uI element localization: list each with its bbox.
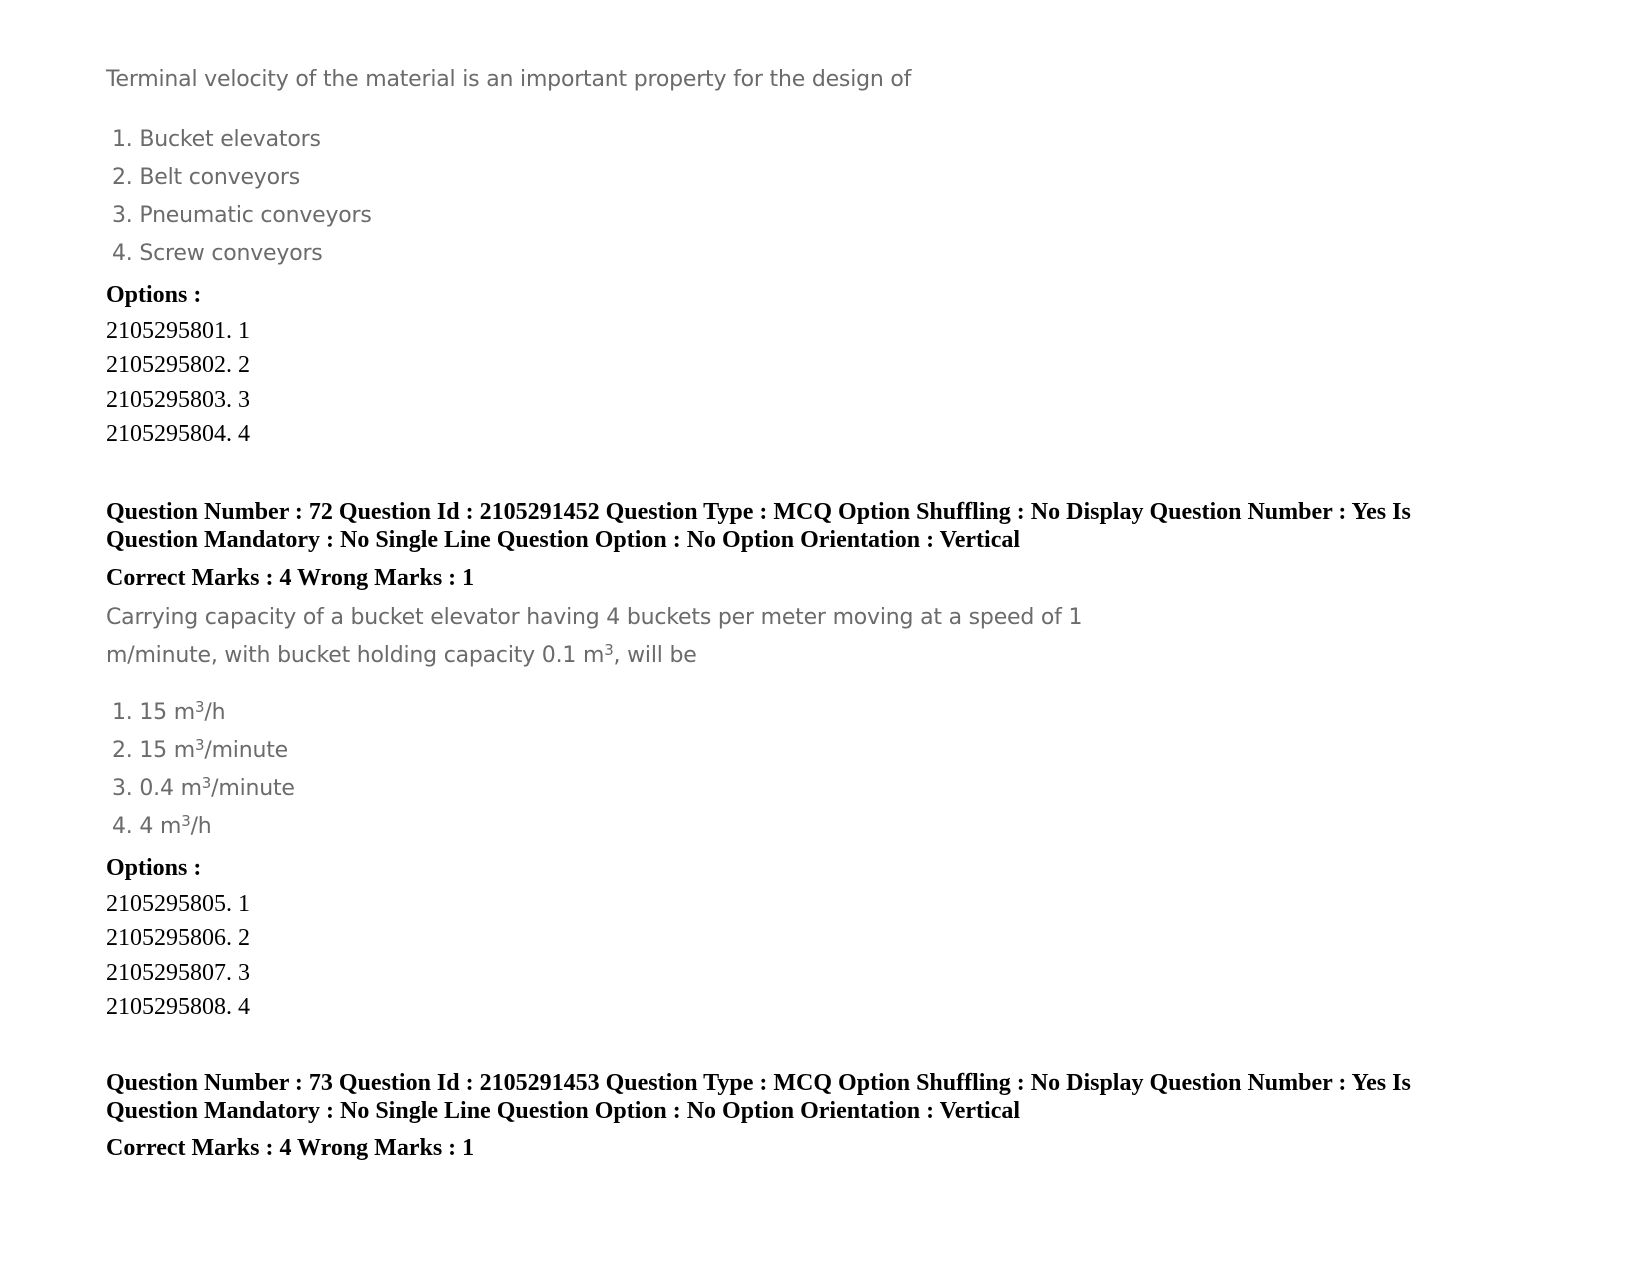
option-id: 2105295808. 4 [106, 993, 250, 1020]
answer-choice-list [112, 121, 372, 273]
option-id: 2105295803. 3 [106, 386, 250, 413]
question-meta-line: Question Mandatory : No Single Line Question Option : No Option Orientation : Vertical [106, 1098, 1021, 1124]
option-id-list [106, 887, 250, 1024]
question-meta-line: Question Number : 73 Question Id : 2105291453 Question Type : MCQ Option Shuffling : No Display Question Number : Yes Is [106, 1070, 1411, 1096]
marks-line: Correct Marks : 4 Wrong Marks : 1 [106, 565, 475, 591]
option-id: 2105295806. 2 [106, 925, 250, 952]
answer-choice: 1. 15 $m^3/h$ [112, 698, 226, 725]
option-id: 2105295804. 4 [106, 420, 250, 447]
question-meta [106, 1069, 1546, 1125]
answer-choice: 2. Belt conveyors [112, 165, 300, 190]
answer-choice: 3. 0.4 $m^3$/minute [112, 774, 295, 801]
answer-choice: 4. Screw conveyors [112, 241, 323, 266]
question-stem-line: Carrying capacity of a bucket elevator having 4 buckets per meter moving at a speed of 1 [106, 605, 1083, 630]
question-meta-line: Question Mandatory : No Single Line Question Option : No Option Orientation : Vertical [106, 527, 1021, 553]
answer-choice: 2. 15 $m^3$/minute [112, 736, 288, 763]
option-id-list [106, 314, 250, 451]
question-meta-line: Question Number : 72 Question Id : 2105291452 Question Type : MCQ Option Shuffling : No Display Question Number : Yes Is [106, 499, 1411, 525]
option-id: 2105295802. 2 [106, 352, 250, 379]
option-id: 2105295807. 3 [106, 959, 250, 986]
question-meta [106, 498, 1546, 554]
marks-line: Correct Marks : 4 Wrong Marks : 1 [106, 1135, 475, 1161]
question-stem: Terminal velocity of the material is an important property for the design of [106, 67, 912, 92]
answer-choice: 3. Pneumatic conveyors [112, 203, 372, 228]
answer-choice: 1. Bucket elevators [112, 127, 321, 152]
option-id: 2105295805. 1 [106, 891, 250, 917]
answer-choice: 4. 4 $m^3/h$ [112, 812, 212, 839]
option-id: 2105295801. 1 [106, 318, 250, 344]
options-heading: Options : [106, 282, 202, 308]
question-stem [106, 599, 1082, 675]
answer-choice-list [112, 694, 295, 846]
options-heading: Options : [106, 855, 202, 881]
question-stem-line: m/minute, with bucket holding capacity 0.1 $m^3$, will be [106, 641, 697, 668]
